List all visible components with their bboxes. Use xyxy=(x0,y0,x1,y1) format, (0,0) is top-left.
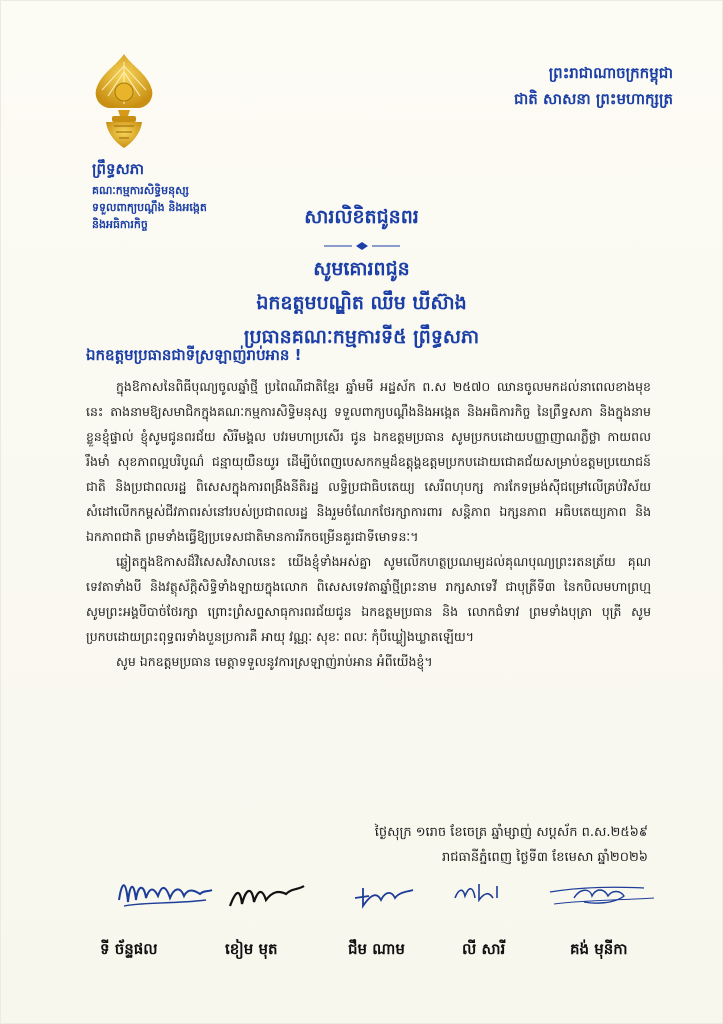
signatory-name-1: ទី ច័ន្ទផល xyxy=(100,940,158,958)
signatory-name-4: លី សារី xyxy=(462,940,506,958)
body-paragraph-1: ក្នុងឱកាសនៃពិធីបុណ្យចូលឆ្នាំថ្មី ប្រពៃណីជាតិខ្មែរ ឆ្នាំមមី អដ្ឋស័ក ព.ស ២៥៧០ ឈានចូលមកដល់នាពេលខាងមុខនេះ តាងនាមឱ្យសមាជិកក្នុងគណៈកម្មការសិទ្ធិមនុស្ស ទទួលពាក្យបណ្តឹងនិងអង្កេត និងអធិការកិច្ច នៃព្រឹទ្ធសភា និងក្នុងនាមខ្លួនខ្ញុំផ្ទាល់ ខ្ញុំសូមជូនពរជ័យ សិរីមង្គល បវរមហាប្រសើរ ជូន ឯកឧត្តមប្រធាន សូមប្រកបដោយបញ្ញាញាណភ្លឺថ្លា កាយពលរឹងមាំ សុខភាពល្អបរិបូណ៌ ជន្មាយុយឺនយូរ ដើម្បីបំពេញបេសកកម្មដ៏ឧត្តុង្គឧត្តមប្រកបដោយជោគជ័យសម្រាប់ឧត្តមប្រយោជន៍ជាតិ និងប្រជាពលរដ្ឋ ពិសេសក្នុងការពង្រឹងនីតិរដ្ឋ លទ្ធិប្រជាធិបតេយ្យ សេរីពហុបក្ស ការកែទម្រង់ស៊ីជម្រៅលើគ្រប់វិស័យ សំដៅលើកកម្ពស់ជីវភាពរស់នៅរបស់ប្រជាពលរដ្ឋ និងរួមចំណែកថែរក្សាការពារ សន្តិភាព ឯក្សនភាព អធិបតេយ្យភាព និងឯកភាពជាតិ ព្រមទាំងធ្វើឱ្យប្រទេសជាតិមានការរីកចម្រើនគួរជាទីមោទនៈ។ xyxy=(86,379,651,544)
signature-2 xyxy=(226,870,306,920)
body-paragraph-2: ឆ្លៀតក្នុងឱកាសដ៏វិសេសវិសាលនេះ យើងខ្ញុំទាំងអស់គ្នា សូមលើកហត្ថប្រណម្យដល់គុណបុណ្យព្រះរតនត្រ័យ គុណទេវតាទាំងបី និងវត្ថុស័ក្តិសិទ្ធិទាំងឡាយក្នុងលោក ពិសេសទេវតាឆ្នាំថ្មីព្រះនាម រាក្សសាទេវី ជាបុត្រីទី៣ នៃកបិលមហាព្រហ្ម សូមព្រះអង្គបីបាច់ថែរក្សា ព្រោះព្រំសព្ទសាធុការពរជ័យជូន ឯកឧត្តមប្រធាន និង លោកជំទាវ ព្រមទាំងបុត្រា បុត្រី សូមប្រកបដោយព្រះពុទ្ធពរទាំងបួនប្រការគឺ អាយុ វណ្ណៈ សុខៈ ពលៈ កុំបីឃ្លៀងឃ្លាតឡើយ។ xyxy=(86,554,651,644)
committee-line-2: ទទួលពាក្យបណ្តឹង និងអង្កេត xyxy=(92,201,207,214)
kingdom-name: ព្រះរាជាណាចក្រកម្ពុជា xyxy=(548,64,673,82)
lunar-date: ថ្ងៃសុក្រ ១រោច ខែចេត្រ ឆ្នាំម្សាញ់ សប្តស័ក ព.ស.២៥៦៩ xyxy=(374,825,648,840)
addressee-greeting: សូមគោរពជូន xyxy=(313,258,410,280)
senate-name: ព្រឹទ្ធសភា xyxy=(92,160,145,178)
national-motto: ជាតិ សាសនា ព្រះមហាក្សត្រ xyxy=(514,90,673,108)
kingdom-header-block xyxy=(443,60,673,112)
signature-3 xyxy=(349,870,419,920)
signatory-name-3: ជឹម ណាម xyxy=(348,940,405,958)
date-block xyxy=(86,820,648,870)
addressee-name: ឯកឧត្តមបណ្ឌិត ឈឹម ឃីស៊ាង xyxy=(256,292,467,314)
title-block xyxy=(0,205,723,353)
signatures-row xyxy=(104,870,664,930)
committee-line-3: និងអធិការកិច្ច xyxy=(92,218,148,231)
signature-4 xyxy=(449,870,509,920)
signatory-name-2: ខៀម មុត xyxy=(225,940,278,958)
signatory-name-5: គង់ មុនីកា xyxy=(570,940,628,958)
solar-date: រាជធានីភ្នំពេញ ថ្ងៃទី៣ ខែមេសា ឆ្នាំ២០២៦ xyxy=(441,850,648,865)
addressee-position: ប្រធានគណៈកម្មការទី៥ ព្រឹទ្ធសភា xyxy=(243,326,480,348)
letter-body xyxy=(86,374,651,674)
ornamental-divider-icon xyxy=(322,241,402,251)
senate-emblem-logo xyxy=(88,52,160,150)
document-title: សារលិខិតជូនពរ xyxy=(304,206,419,228)
body-paragraph-3: សូម ឯកឧត្តមប្រធាន មេត្តាទទួលនូវការស្រឡាញ់រាប់អាន អំពីយើងខ្ញុំ។ xyxy=(116,654,433,669)
salutation: ឯកឧត្តមប្រធានជាទីស្រឡាញ់រាប់អាន ! xyxy=(86,346,302,364)
committee-line-1: គណៈកម្មការសិទ្ធិមនុស្ស xyxy=(92,184,189,197)
signature-5 xyxy=(544,870,659,920)
signature-1 xyxy=(114,870,214,920)
